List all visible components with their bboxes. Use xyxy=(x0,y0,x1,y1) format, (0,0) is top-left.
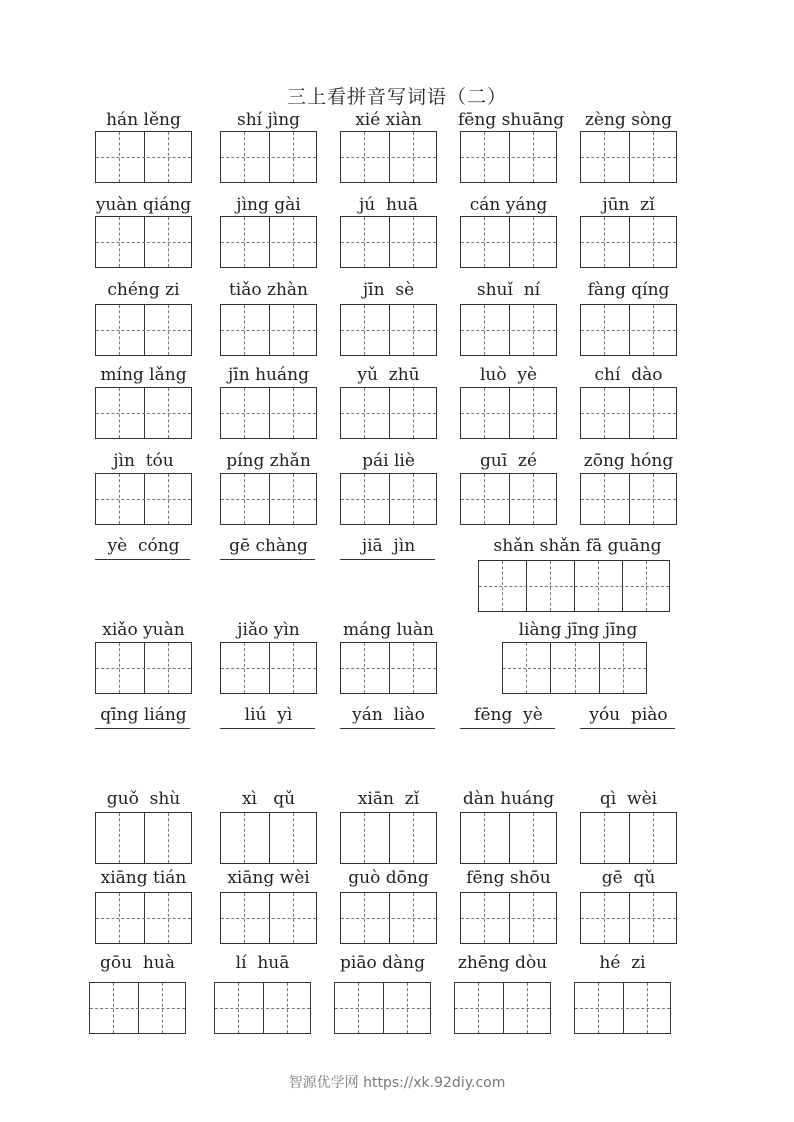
pinyin-label: fēng shuāng xyxy=(458,110,565,130)
pinyin-label: xiāng tián xyxy=(100,868,187,888)
pinyin-label: fàng qíng xyxy=(587,280,670,300)
pinyin-label: jiǎo yìn xyxy=(237,620,300,640)
writing-grid xyxy=(340,892,437,944)
writing-grid xyxy=(220,131,317,183)
writing-grid xyxy=(580,387,677,439)
pinyin-label: pái liè xyxy=(362,451,415,471)
writing-grid xyxy=(340,473,437,525)
answer-line xyxy=(220,559,315,560)
pinyin-label: xiān zǐ xyxy=(357,789,420,809)
writing-grid xyxy=(580,812,677,864)
pinyin-label: jìn tóu xyxy=(113,451,174,471)
answer-line xyxy=(95,559,190,560)
pinyin-label: píng zhǎn xyxy=(226,451,311,471)
writing-grid xyxy=(478,560,670,612)
pinyin-label: liàng jīng jīng xyxy=(518,620,638,640)
pinyin-label: liú yì xyxy=(244,705,293,725)
pinyin-label: xì qǔ xyxy=(241,789,296,809)
pinyin-label: guò dōng xyxy=(348,868,429,888)
writing-grid xyxy=(340,216,437,268)
pinyin-label: xiāng wèi xyxy=(227,868,310,888)
footer-watermark: 智源优学网 https://xk.92diy.com xyxy=(288,1075,506,1091)
answer-line xyxy=(460,728,555,729)
writing-grid xyxy=(580,892,677,944)
pinyin-label: yán liào xyxy=(352,705,425,725)
writing-grid xyxy=(460,473,557,525)
writing-grid xyxy=(580,131,677,183)
writing-grid xyxy=(334,982,431,1034)
writing-grid xyxy=(580,473,677,525)
pinyin-label: xiǎo yuàn xyxy=(102,620,185,640)
pinyin-label: jìng gài xyxy=(236,195,301,215)
pinyin-label: luò yè xyxy=(479,365,538,385)
pinyin-label: lí huā xyxy=(235,953,290,973)
writing-grid xyxy=(214,982,311,1034)
pinyin-label: xié xiàn xyxy=(355,110,422,130)
answer-line xyxy=(95,728,190,729)
pinyin-label: chí dào xyxy=(594,365,663,385)
pinyin-label: zèng sòng xyxy=(584,110,673,130)
page-title: 三上看拼音写词语（二） xyxy=(286,86,507,108)
writing-grid xyxy=(220,387,317,439)
pinyin-label: yǔ zhū xyxy=(357,365,420,385)
pinyin-label: jīn sè xyxy=(362,280,415,300)
pinyin-label: cán yáng xyxy=(469,195,548,215)
pinyin-label: yóu piào xyxy=(589,705,668,725)
pinyin-label: shǎn shǎn fā guāng xyxy=(493,536,662,556)
pinyin-label: fēng shōu xyxy=(466,868,551,888)
pinyin-label: chéng zi xyxy=(107,280,180,300)
pinyin-label: shuǐ ní xyxy=(476,280,541,300)
writing-grid xyxy=(95,892,192,944)
pinyin-label: guǒ shù xyxy=(106,789,181,809)
writing-grid xyxy=(340,642,437,694)
pinyin-label: piāo dàng xyxy=(340,953,425,973)
writing-grid xyxy=(95,642,192,694)
writing-grid xyxy=(580,304,677,356)
writing-grid xyxy=(460,131,557,183)
pinyin-label: gōu huà xyxy=(100,953,175,973)
pinyin-label: fēng yè xyxy=(474,705,543,725)
writing-grid xyxy=(220,892,317,944)
pinyin-label: gē qǔ xyxy=(601,868,656,888)
writing-grid xyxy=(340,812,437,864)
writing-grid xyxy=(340,387,437,439)
writing-grid xyxy=(220,304,317,356)
writing-grid xyxy=(340,131,437,183)
writing-grid xyxy=(95,387,192,439)
writing-grid xyxy=(460,812,557,864)
pinyin-label: jūn zǐ xyxy=(602,195,655,215)
pinyin-label: qīng liáng xyxy=(100,705,187,725)
pinyin-label: zhēng dòu xyxy=(457,953,548,973)
pinyin-label: dàn huáng xyxy=(462,789,555,809)
pinyin-label: jiā jìn xyxy=(361,536,416,556)
answer-line xyxy=(340,728,435,729)
writing-grid xyxy=(460,304,557,356)
writing-grid xyxy=(454,982,551,1034)
pinyin-label: hán lěng xyxy=(106,110,181,130)
writing-grid xyxy=(460,387,557,439)
pinyin-label: gē chàng xyxy=(229,536,308,556)
writing-grid xyxy=(220,473,317,525)
writing-grid xyxy=(574,982,671,1034)
pinyin-label: jīn huáng xyxy=(228,365,309,385)
pinyin-label: shí jìng xyxy=(236,110,301,130)
writing-grid xyxy=(95,131,192,183)
writing-grid xyxy=(580,216,677,268)
writing-grid xyxy=(95,473,192,525)
answer-line xyxy=(340,559,435,560)
pinyin-label: yuàn qiáng xyxy=(95,195,192,215)
pinyin-label: guī zé xyxy=(479,451,538,471)
writing-grid xyxy=(220,642,317,694)
answer-line xyxy=(580,728,675,729)
writing-grid xyxy=(95,812,192,864)
pinyin-label: míng lǎng xyxy=(100,365,187,385)
writing-grid xyxy=(460,216,557,268)
writing-grid xyxy=(340,304,437,356)
writing-grid xyxy=(95,216,192,268)
answer-line xyxy=(220,728,315,729)
writing-grid xyxy=(220,812,317,864)
writing-grid xyxy=(460,892,557,944)
writing-grid xyxy=(502,642,647,694)
pinyin-label: zōng hóng xyxy=(583,451,674,471)
writing-grid xyxy=(95,304,192,356)
pinyin-label: hé zi xyxy=(599,953,646,973)
pinyin-label: tiǎo zhàn xyxy=(228,280,309,300)
pinyin-label: máng luàn xyxy=(343,620,434,640)
writing-grid xyxy=(220,216,317,268)
writing-grid xyxy=(89,982,186,1034)
pinyin-label: jú huā xyxy=(358,195,419,215)
pinyin-label: qì wèi xyxy=(599,789,658,809)
pinyin-label: yè cóng xyxy=(107,536,180,556)
